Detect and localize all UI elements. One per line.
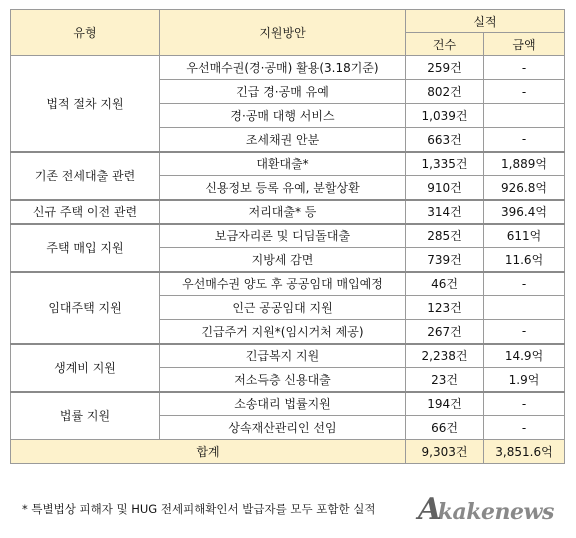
plan-cell: 우선매수권(경·공매) 활용(3.18기준) [160,56,406,80]
amount-cell: 14.9억 [484,344,565,368]
plan-cell: 지방세 감면 [160,248,406,272]
category-cell: 주택 매입 지원 [11,224,160,272]
total-label: 합계 [11,440,406,464]
table-row [11,392,565,416]
amount-cell: - [484,416,565,440]
header-count: 건수 [406,33,484,56]
amount-cell [484,104,565,128]
amount-cell: - [484,56,565,80]
count-cell: 123건 [406,296,484,320]
table-row [11,272,565,296]
results-table [10,9,565,464]
amount-cell: 11.6억 [484,248,565,272]
header-plan: 지원방안 [160,10,406,56]
plan-cell: 저소득층 신용대출 [160,368,406,392]
plan-cell: 대환대출* [160,152,406,176]
count-cell: 23건 [406,368,484,392]
category-cell: 신규 주택 이전 관련 [11,200,160,224]
count-cell: 910건 [406,176,484,200]
count-cell: 739건 [406,248,484,272]
table-row [11,200,565,224]
table-row [11,152,565,176]
amount-cell: 396.4억 [484,200,565,224]
plan-cell: 소송대리 법률지원 [160,392,406,416]
count-cell: 66건 [406,416,484,440]
plan-cell: 경·공매 대행 서비스 [160,104,406,128]
category-cell: 생계비 지원 [11,344,160,392]
count-cell: 285건 [406,224,484,248]
plan-cell: 긴급복지 지원 [160,344,406,368]
amount-cell [484,296,565,320]
plan-cell: 긴급주거 지원*(임시거처 제공) [160,320,406,344]
amount-cell: 611억 [484,224,565,248]
count-cell: 314건 [406,200,484,224]
category-cell: 법적 절차 지원 [11,56,160,152]
plan-cell: 신용정보 등록 유예, 분할상환 [160,176,406,200]
plan-cell: 우선매수권 양도 후 공공임대 매입예정 [160,272,406,296]
plan-cell: 인근 공공임대 지원 [160,296,406,320]
header-amount: 금액 [484,33,565,56]
table-row [11,224,565,248]
total-row [11,440,565,464]
count-cell: 1,335건 [406,152,484,176]
count-cell: 194건 [406,392,484,416]
amount-cell: 926.8억 [484,176,565,200]
footnote: * 특별법상 피해자 및 HUG 전세피해확인서 발급자를 모두 포함한 실적 [22,502,376,516]
total-count: 9,303건 [406,440,484,464]
plan-cell: 긴급 경·공매 유예 [160,80,406,104]
amount-cell: - [484,128,565,152]
watermark-logo: Akakenews [418,492,554,527]
amount-cell: - [484,80,565,104]
table-row [11,344,565,368]
category-cell: 임대주택 지원 [11,272,160,344]
plan-cell: 저리대출* 등 [160,200,406,224]
amount-cell: 1,889억 [484,152,565,176]
header-type: 유형 [11,10,160,56]
count-cell: 46건 [406,272,484,296]
table-row [11,56,565,80]
amount-cell: - [484,272,565,296]
category-cell: 법률 지원 [11,392,160,440]
amount-cell: - [484,392,565,416]
count-cell: 1,039건 [406,104,484,128]
count-cell: 802건 [406,80,484,104]
category-cell: 기존 전세대출 관련 [11,152,160,200]
amount-cell: 1.9억 [484,368,565,392]
header-result: 실적 [406,10,565,33]
table-body [11,56,565,440]
count-cell: 2,238건 [406,344,484,368]
total-amount: 3,851.6억 [484,440,565,464]
amount-cell: - [484,320,565,344]
count-cell: 267건 [406,320,484,344]
plan-cell: 보금자리론 및 디딤돌대출 [160,224,406,248]
count-cell: 259건 [406,56,484,80]
plan-cell: 상속재산관리인 선임 [160,416,406,440]
count-cell: 663건 [406,128,484,152]
plan-cell: 조세채권 안분 [160,128,406,152]
